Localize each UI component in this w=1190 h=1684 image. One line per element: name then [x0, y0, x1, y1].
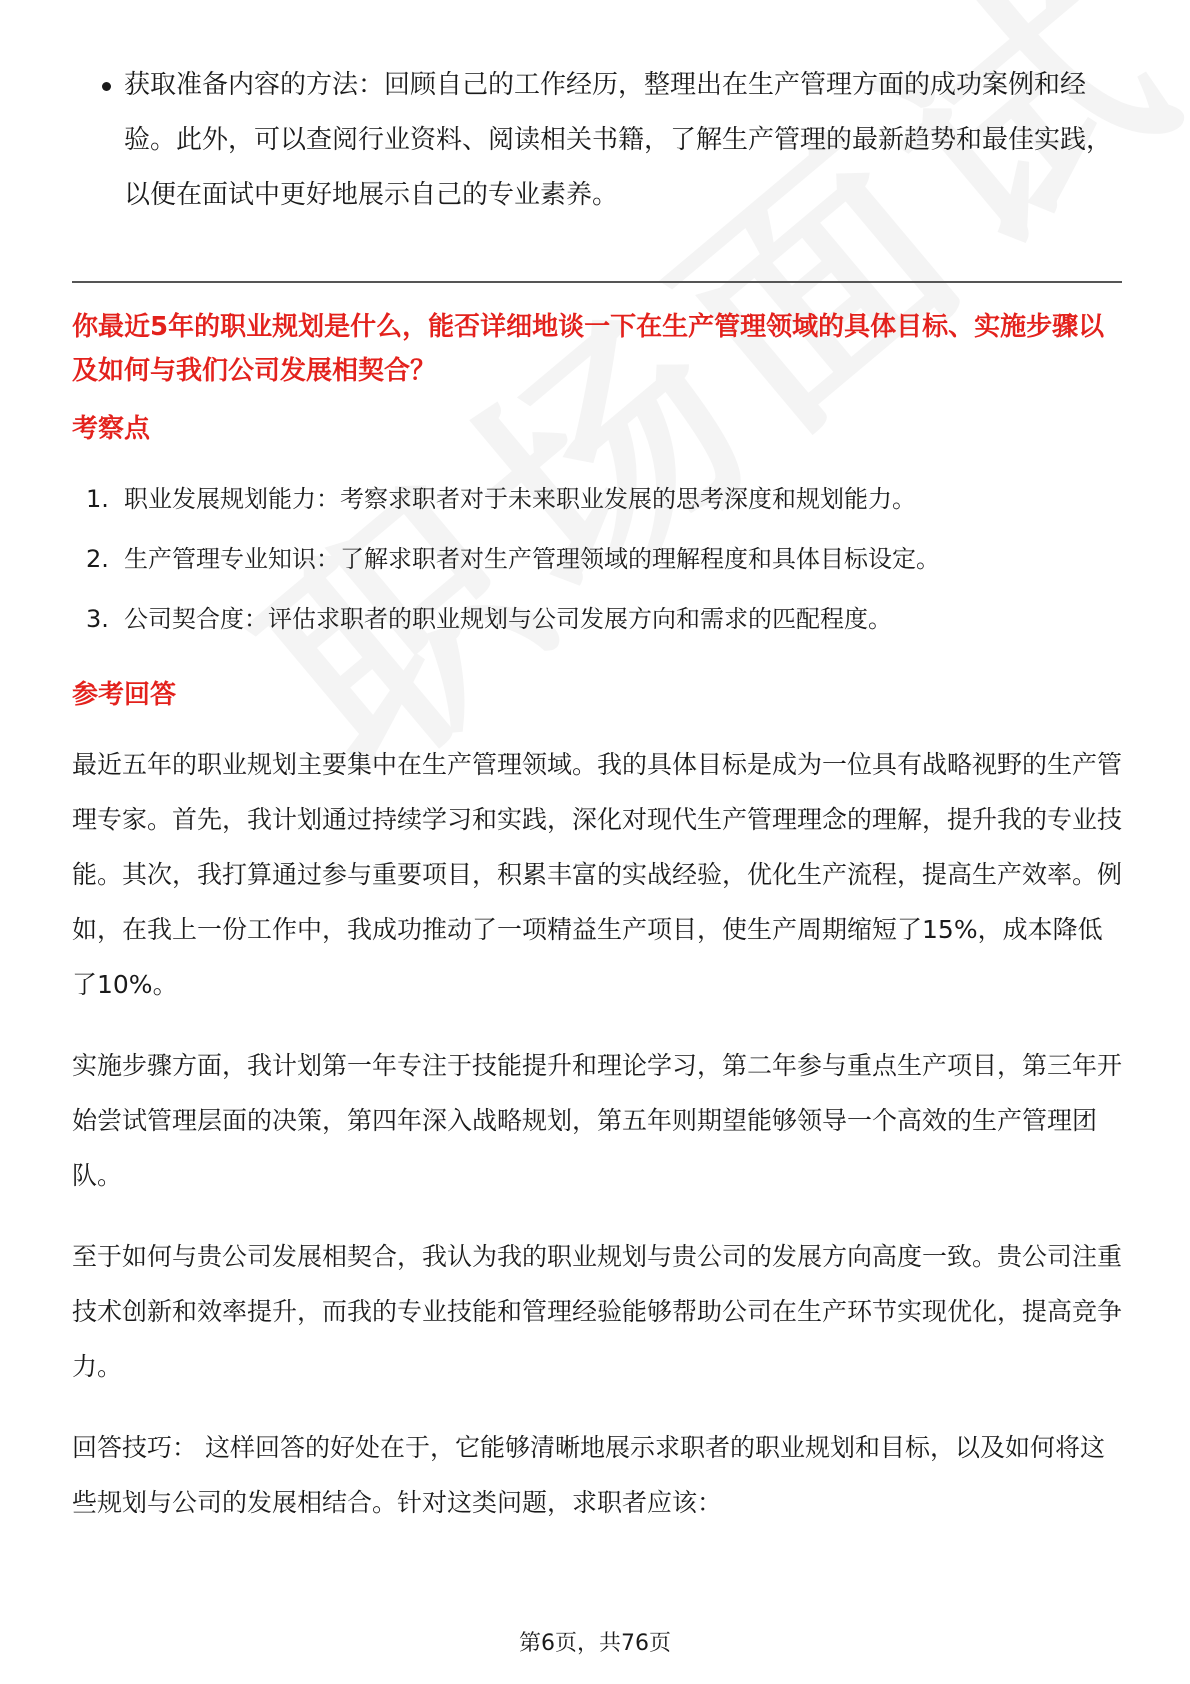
- bullet-text: 获取准备内容的方法：回顾自己的工作经历，整理出在生产管理方面的成功案例和经验。此外，可以查阅行业资料、阅读相关书籍，了解生产管理的最新趋势和最佳实践，以便在面试中更好地展示自己的专业素养。: [124, 70, 1113, 210]
- bullet-dot-icon: [102, 82, 111, 91]
- answer-paragraph: 最近五年的职业规划主要集中在生产管理领域。我的具体目标是成为一位具有战略视野的生产管理专家。首先，我计划通过持续学习和实践，深化对现代生产管理理念的理解，提升我的专业技能。其次，我打算通过参与重要项目，积累丰富的实战经验，优化生产流程，提高生产效率。例如，在我上一份工作中，我成功推动了一项精益生产项目，使生产周期缩短了15%，成本降低了10%。: [72, 750, 1123, 999]
- list-number: 2.: [86, 545, 109, 573]
- section-title-evaluation: 考察点: [72, 414, 151, 444]
- answer-paragraph: 至于如何与贵公司发展相契合，我认为我的职业规划与贵公司的发展方向高度一致。贵公司注重技术创新和效率提升，而我的专业技能和管理经验能够帮助公司在生产环节实现优化，提高竞争力。: [72, 1242, 1123, 1381]
- evaluation-list: [72, 469, 1122, 649]
- answer-tips-paragraph: 回答技巧： 这样回答的好处在于，它能够清晰地展示求职者的职业规划和目标，以及如何将这些规划与公司的发展相结合。针对这类问题，求职者应该：: [72, 1433, 1105, 1517]
- section-divider: [72, 281, 1122, 283]
- list-item: [72, 529, 1122, 589]
- list-item: [72, 589, 1122, 649]
- answer-paragraph: 实施步骤方面，我计划第一年专注于技能提升和理论学习，第二年参与重点生产项目，第三年开始尝试管理层面的决策，第四年深入战略规划，第五年则期望能够领导一个高效的生产管理团队。: [72, 1051, 1123, 1190]
- bullet-item: [72, 58, 1122, 223]
- page-content: [72, 58, 1122, 1530]
- list-item: [72, 469, 1122, 529]
- list-text: 生产管理专业知识：了解求职者对生产管理领域的理解程度和具体目标设定。: [124, 545, 940, 573]
- list-number: 3.: [86, 605, 109, 633]
- list-text: 公司契合度：评估求职者的职业规划与公司发展方向和需求的匹配程度。: [124, 605, 892, 633]
- list-number: 1.: [86, 485, 109, 513]
- list-text: 职业发展规划能力：考察求职者对于未来职业发展的思考深度和规划能力。: [124, 485, 916, 513]
- page-number-footer: 第6页，共76页: [519, 1631, 671, 1656]
- question-heading: 你最近5年的职业规划是什么，能否详细地谈一下在生产管理领域的具体目标、实施步骤以及如何与我们公司发展相契合？: [72, 312, 1105, 386]
- section-title-reference-answer: 参考回答: [72, 680, 177, 710]
